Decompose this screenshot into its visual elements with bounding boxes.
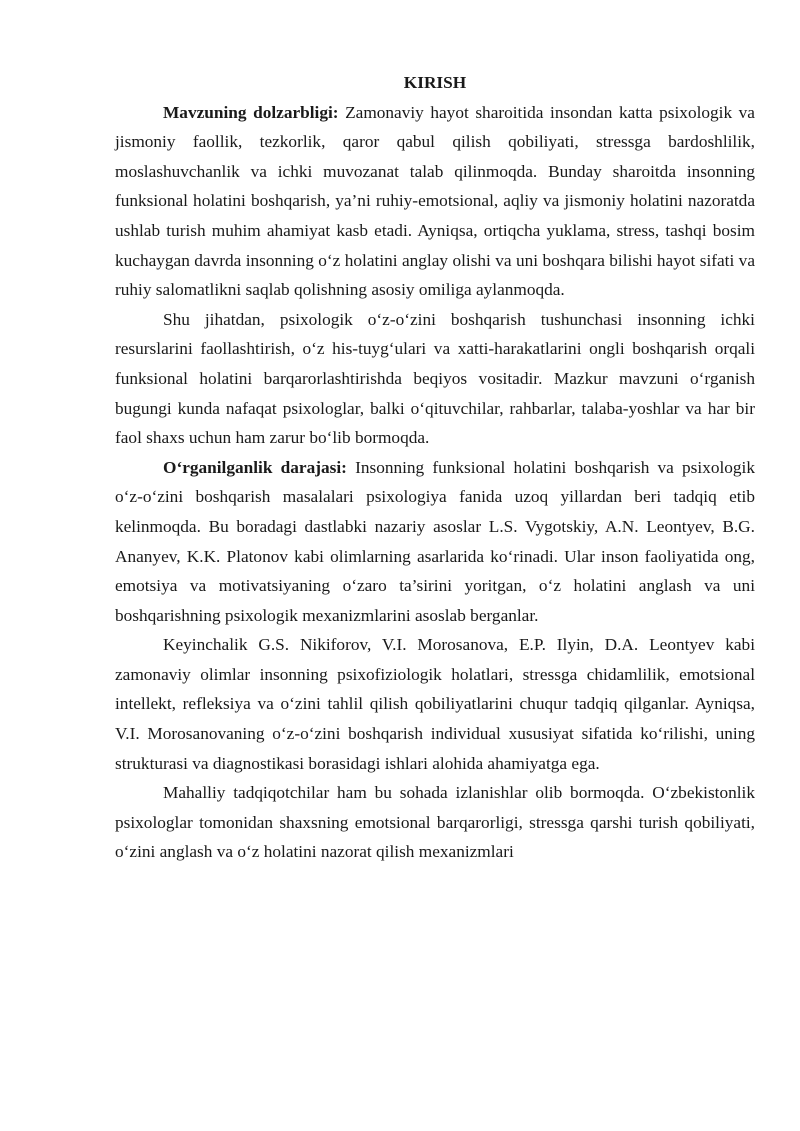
paragraph-lead: Mavzuning dolzarbligi: — [163, 102, 339, 122]
document-page — [115, 68, 755, 867]
paragraph-local-researchers — [115, 778, 755, 867]
paragraph-text: Mahalliy tadqiqotchilar ham bu sohada izlanishlar olib bormoqda. O‘zbekistonlik psixologlar tomonidan shaxsning emotsional barqarorligi, stressga qarshi turish qobiliyati, o‘zini anglash va o‘z holatini nazorat qilish mexanizmlari — [115, 783, 755, 862]
paragraph-text: Zamonaviy hayot sharoitida insondan katta psixologik va jismoniy faollik, tezkorlik, qaror qabul qilish qobiliyati, stressga bardoshlilik, moslashuvchanlik va ichki muvozanat talab qilinmoqda. Bunday sharoitda insonning funksional holatini boshqarish, ya’ni ruhiy-emotsional, aqliy va jismoniy holatini nazoratda ushlab turish muhim ahamiyat kasb etadi. Ayniqsa, ortiqcha yuklama, stress, tashqi bosim kuchaygan davrda insonning o‘z holatini anglay olishi va uni boshqara bilishi hayot sifati va ruhiy salomatlikni saqlab qolishning asosiy omiliga aylanmoqda. — [115, 102, 755, 300]
paragraph-text: Shu jihatdan, psixologik o‘z-o‘zini boshqarish tushunchasi insonning ichki resurslarini faollashtirish, o‘z his-tuyg‘ulari va xatti-harakatlarini ongli boshqarish orqali funksional holatini barqarorlashtirishda beqiyos vositadir. Mazkur mavzuni o‘rganish bugungi kunda nafaqat psixologlar, balki o‘qituvchilar, rahbarlar, talaba-yoshlar va har bir faol shaxs uchun ham zarur bo‘lib bormoqda. — [115, 309, 755, 448]
paragraph-lead: O‘rganilganlik darajasi: — [163, 457, 347, 477]
paragraph-text: Keyinchalik G.S. Nikiforov, V.I. Morosanova, E.P. Ilyin, D.A. Leontyev kabi zamonaviy olimlar insonning psixofiziologik holatlari, stressga chidamlilik, emotsional intellekt, refleksiya va o‘zini tahlil qilish qobiliyatlarini chuqur tadqiq qilganlar. Ayniqsa, V.I. Morosanovaning o‘z-o‘zini boshqarish individual xususiyat sifatida ko‘rilishi, uning strukturasi va diagnostikasi borasidagi ishlari alohida ahamiyatga ega. — [115, 635, 755, 773]
paragraph-text: Insonning funksional holatini boshqarish va psixologik o‘z-o‘zini boshqarish masalalari psixologiya fanida uzoq yillardan beri tadqiq etib kelinmoqda. Bu boradagi dastlabki nazariy asoslar L.S. Vygotskiy, A.N. Leontyev, B.G. Ananyev, K.K. Platonov kabi olimlarning asarlarida ko‘rinadi. Ular inson faoliyatida ong, emotsiya va motivatsiyaning o‘zaro ta’sirini yoritgan, o‘z holatini anglash va uni boshqarishning psixologik mexanizmlarini asoslab berganlar. — [115, 457, 755, 625]
page-title: KIRISH — [403, 73, 467, 92]
paragraph-study-level — [115, 453, 755, 631]
paragraph-self-regulation — [115, 305, 755, 453]
paragraph-modern-scholars — [115, 630, 755, 778]
paragraph-relevance — [115, 98, 755, 305]
